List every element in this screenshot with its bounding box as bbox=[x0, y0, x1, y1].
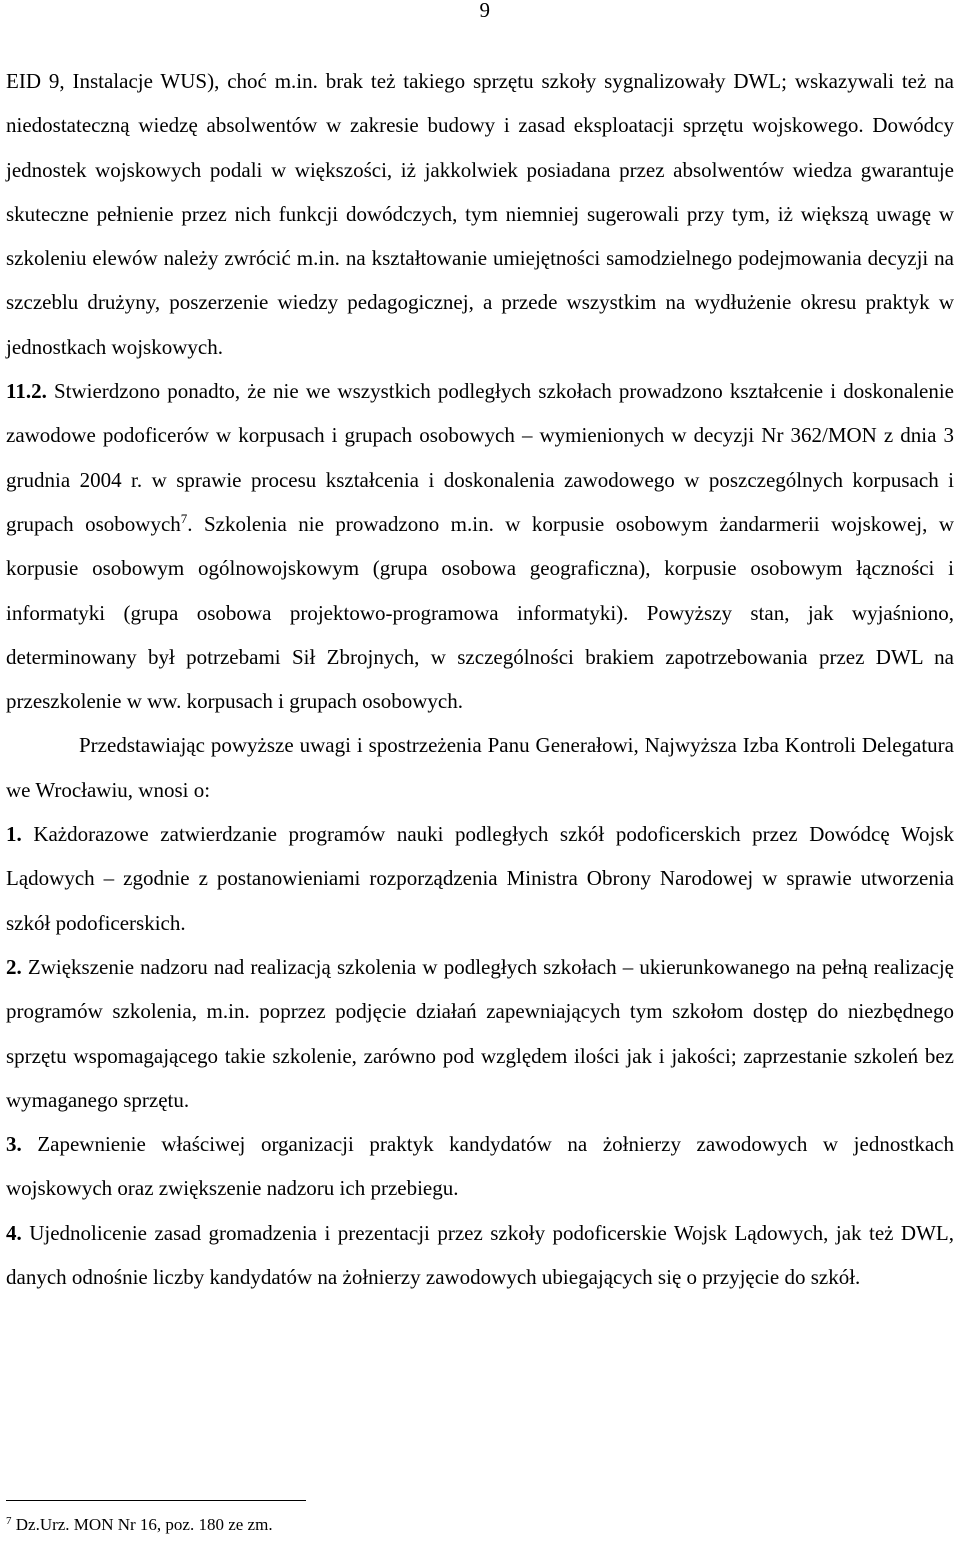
conclusion-number: 4. bbox=[6, 1220, 22, 1245]
conclusion-text: Zwiększenie nadzoru nad realizacją szkolenia w podległych szkołach – ukierunkowanego na pełną realizację programów szkolenia, m.in. poprzez podjęcie działań zapewniających tym szkołom dostęp do niezbędnego sprzętu wspomagającego takie szkolenie, zarówno pod względem ilości jak i jakości; zaprzestanie szkoleń bez wymaganego sprzętu. bbox=[6, 954, 954, 1112]
paragraph-text: . Szkolenia nie prowadzono m.in. w korpusie osobowym żandarmerii wojskowej, w korpusie osobowym ogólnowojskowym (grupa osobowa geograficzna), korpusie osobowym łączności i informatyki (grupa osobowa projektowo-programowa informatyki). Powyższy stan, jak wyjaśniono, determinowany był potrzebami Sił Zbrojnych, w szczególności brakiem zapotrzebowania przez DWL na przeszkolenie w ww. korpusach i grupach osobowych. bbox=[6, 511, 954, 714]
section-number: 11.2. bbox=[6, 379, 47, 404]
paragraph-request: Przedstawiając powyższe uwagi i spostrzeżenia Panu Generałowi, Najwyższa Izba Kontroli Delegatura we Wrocławiu, wnosi o: bbox=[6, 733, 954, 802]
paragraph-continuation: EID 9, Instalacje WUS), choć m.in. brak też takiego sprzętu szkoły sygnalizowały DWL; wskazywali też na niedostateczną wiedzę absolwentów w zakresie budowy i zasad eksploatacji sprzętu wojskowego. Dowódcy jednostek wojskowych podali w większości, iż jakkolwiek posiadana przez absolwentów wiedza gwarantuje skuteczne pełnienie przez nich funkcji dowódczych, tym niemniej sugerowali przy tym, iż większą uwagę w szkoleniu elewów należy zwrócić m.in. na kształtowanie umiejętności samodzielnego podejmowania decyzji na szczeblu drużyny, poszerzenie wiedzy pedagogicznej, a przede wszystkim na wydłużenie okresu praktyk w jednostkach wojskowych. bbox=[6, 69, 954, 359]
conclusion-text: Zapewnienie właściwej organizacji praktyk kandydatów na żołnierzy zawodowych w jednostkach wojskowych oraz zwiększenie nadzoru ich przebiegu. bbox=[6, 1132, 954, 1201]
document-body bbox=[6, 59, 954, 1299]
footnote-separator bbox=[6, 1500, 306, 1501]
conclusion-item bbox=[6, 1211, 954, 1300]
paragraph-text: Stwierdzono ponadto, że nie we wszystkich podległych szkołach prowadzono kształcenie i doskonalenie zawodowe podoficerów w korpusach i grupach osobowych – wymienionych w decyzji Nr 362/MON z dnia 3 grudnia 2004 r. w sprawie procesu kształcenia i doskonalenia zawodowego w poszczególnych korpusach i grupach osobowych bbox=[6, 379, 954, 536]
conclusion-number: 3. bbox=[6, 1132, 22, 1157]
footnote-text: Dz.Urz. MON Nr 16, poz. 180 ze zm. bbox=[11, 1515, 273, 1534]
footnote-mark: 7 bbox=[6, 1515, 12, 1527]
conclusion-item bbox=[6, 945, 954, 1122]
conclusion-number: 1. bbox=[6, 822, 22, 847]
paragraph-11-2 bbox=[6, 369, 954, 723]
footnote-reference: 7 bbox=[180, 510, 188, 526]
conclusion-item bbox=[6, 1122, 954, 1211]
conclusion-text: Ujednolicenie zasad gromadzenia i prezentacji przez szkoły podoficerskie Wojsk Lądowych, jak też DWL, danych odnośnie liczby kandydatów na żołnierzy zawodowych ubiegających się o przyjęcie do szkół. bbox=[6, 1220, 954, 1290]
page-number: 9 bbox=[479, 0, 490, 22]
conclusion-item bbox=[6, 812, 954, 945]
conclusion-text: Każdorazowe zatwierdzanie programów nauki podległych szkół podoficerskich przez Dowódcę Wojsk Lądowych – zgodnie z postanowieniami rozporządzenia Ministra Obrony Narodowej w sprawie utworzenia szkół podoficerskich. bbox=[6, 822, 954, 935]
conclusion-number: 2. bbox=[6, 954, 22, 979]
footnote bbox=[6, 1514, 273, 1536]
